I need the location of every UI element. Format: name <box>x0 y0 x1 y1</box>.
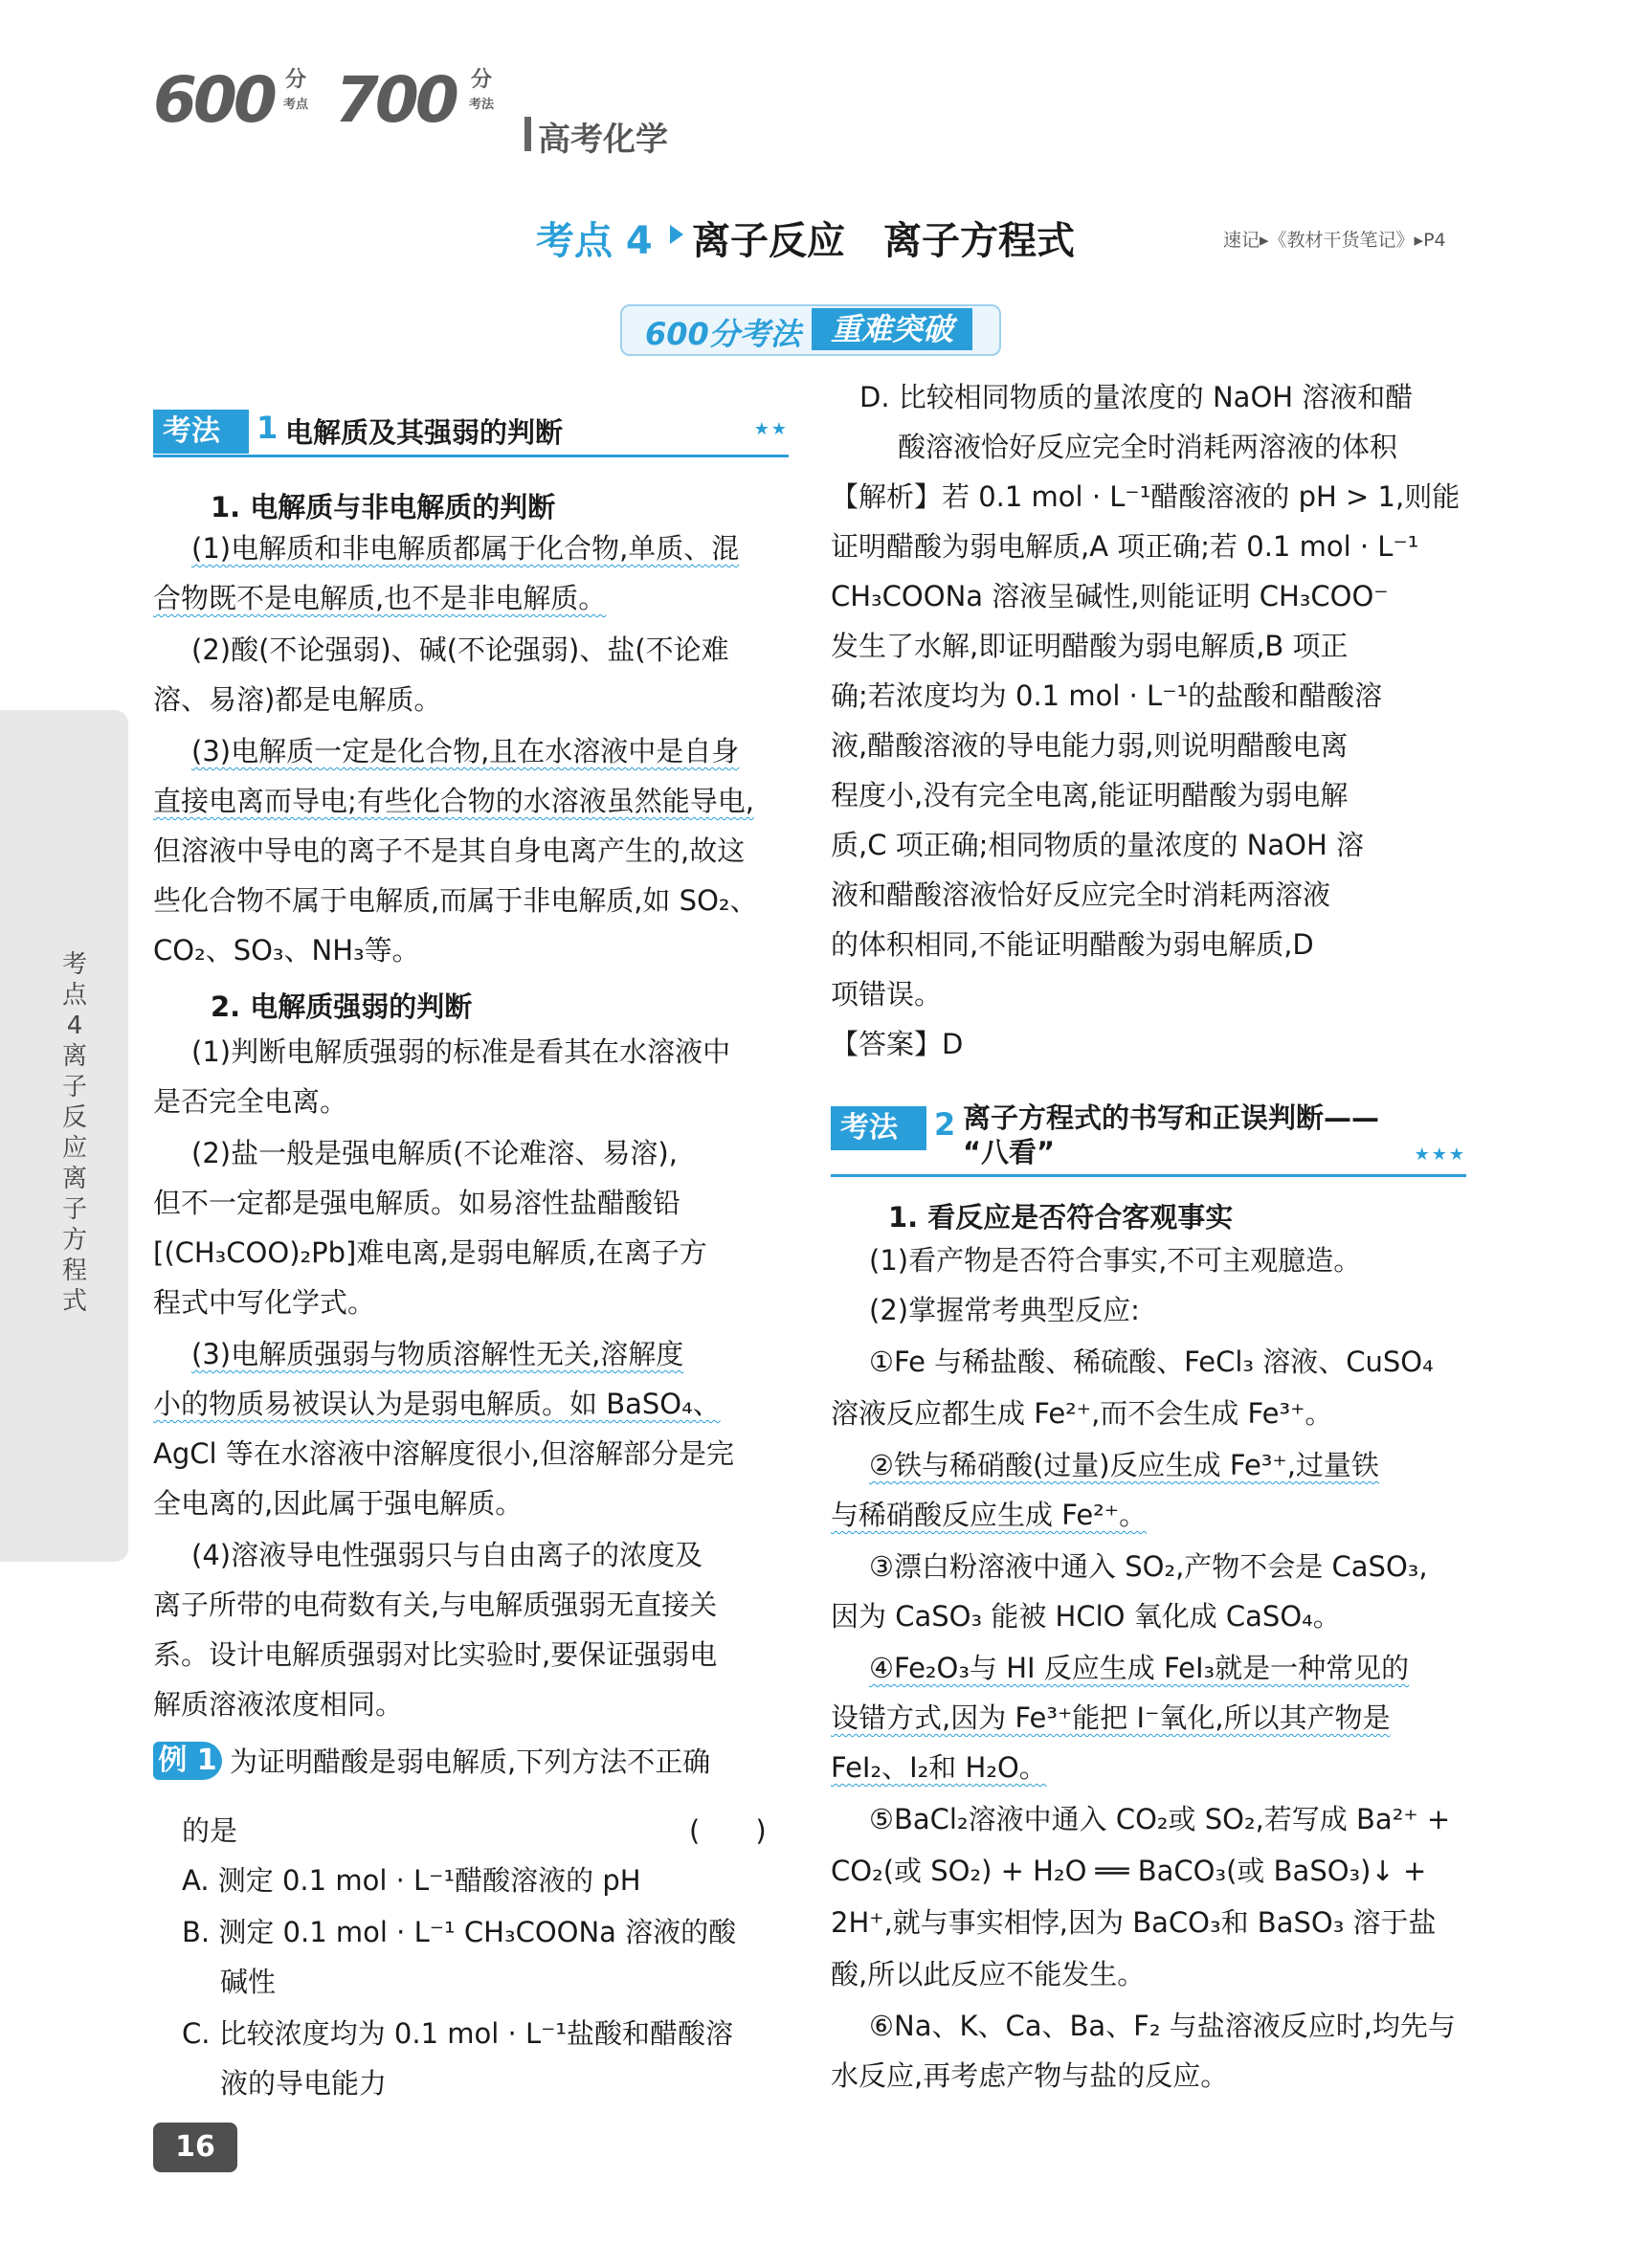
text-line: (1)判断电解质强弱的标准是看其在水溶液中 <box>191 1035 731 1068</box>
section-banner <box>620 304 1001 356</box>
answer-line: 【答案】D <box>831 1028 964 1060</box>
banner-left: 600分考法 <box>645 316 801 352</box>
example-question: 为证明醋酸是弱电解质,下列方法不正确 <box>230 1745 711 1778</box>
text-line: 水反应,再考虑产物与盐的反应。 <box>831 2059 1229 2092</box>
text-line: (3)电解质强弱与物质溶解性无关,溶解度 <box>191 1338 684 1370</box>
subject-divider <box>524 117 531 151</box>
analysis-line: 项错误。 <box>831 978 943 1011</box>
text-line: (4)溶液导电性强弱只与自由离子的浓度及 <box>191 1539 703 1571</box>
text-line: 设错方式,因为 Fe³⁺能把 I⁻氧化,所以其产物是 <box>831 1701 1391 1734</box>
brand-fen-1: 分 <box>285 68 307 92</box>
text-line: ⑥Na、K、Ca、Ba、F₂ 与盐溶液反应时,均先与 <box>869 2010 1456 2042</box>
example-question-end: 的是 <box>182 1814 238 1847</box>
example-badge: 例 1 <box>153 1742 222 1780</box>
section-2-title-2: “八看” <box>963 1136 1056 1168</box>
reference-note: 速记▸《教材干货笔记》▸P4 <box>1223 230 1446 251</box>
page-number: 16 <box>153 2123 237 2172</box>
analysis-line: 发生了水解,即证明醋酸为弱电解质,B 项正 <box>831 630 1349 662</box>
text-line: 些化合物不属于电解质,而属于非电解质,如 SO₂、 <box>153 884 758 917</box>
analysis-line: 液和醋酸溶液恰好反应完全时消耗两溶液 <box>831 878 1331 911</box>
section-2-label: 考法 <box>831 1106 926 1150</box>
option-a: A. 测定 0.1 mol · L⁻¹醋酸溶液的 pH <box>182 1864 641 1897</box>
analysis-line: 程度小,没有完全电离,能证明醋酸为弱电解 <box>831 779 1349 812</box>
text-line: 溶液反应都生成 Fe²⁺,而不会生成 Fe³⁺。 <box>831 1397 1333 1430</box>
side-tab <box>0 710 128 1562</box>
analysis-line: 质,C 项正确;相同物质的量浓度的 NaOH 溶 <box>831 829 1364 861</box>
text-line: 小的物质易被误认为是弱电解质。如 BaSO₄、 <box>153 1388 721 1420</box>
option-c-cont: 液的导电能力 <box>220 2067 388 2100</box>
triangle-arrow-icon <box>670 225 683 244</box>
text-line: 是否完全电离。 <box>153 1085 348 1118</box>
brand-kaofa: 考法 <box>469 98 495 112</box>
text-line: 与稀硝酸反应生成 Fe²⁺。 <box>831 1499 1148 1531</box>
difficulty-stars: ★★★ <box>1414 1145 1466 1165</box>
text-line: 因为 CaSO₃ 能被 HClO 氧化成 CaSO₄。 <box>831 1600 1341 1633</box>
text-line: (1)电解质和非电解质都属于化合物,单质、混 <box>191 532 740 565</box>
brand-600: 600 <box>153 63 274 137</box>
text-line: 酸,所以此反应不能发生。 <box>831 1958 1146 1990</box>
brand-fen-2: 分 <box>471 68 493 92</box>
text-line: (1)看产物是否符合事实,不可主观臆造。 <box>869 1244 1362 1277</box>
topic-label: 考点 4 <box>536 219 653 263</box>
text-line: ⑤BaCl₂溶液中通入 CO₂或 SO₂,若写成 Ba²⁺ + <box>869 1803 1451 1835</box>
section-2-title-1: 离子方程式的书写和正误判断—— <box>963 1101 1380 1134</box>
option-b: B. 测定 0.1 mol · L⁻¹ CH₃COONa 溶液的酸 <box>182 1916 737 1948</box>
text-line: ③漂白粉溶液中通入 SO₂,产物不会是 CaSO₃, <box>869 1550 1428 1583</box>
subheading: 1. 电解质与非电解质的判断 <box>211 491 556 523</box>
option-d: D. 比较相同物质的量浓度的 NaOH 溶液和醋 <box>859 381 1414 413</box>
text-line: (2)掌握常考典型反应: <box>869 1294 1140 1326</box>
option-c: C. 比较浓度均为 0.1 mol · L⁻¹盐酸和醋酸溶 <box>182 2017 734 2050</box>
text-line: FeI₂、I₂和 H₂O。 <box>831 1751 1047 1784</box>
section-1-label: 考法 <box>153 410 249 454</box>
text-line: AgCl 等在水溶液中溶解度很小,但溶解部分是完 <box>153 1437 734 1470</box>
difficulty-stars: ★★ <box>753 419 789 439</box>
subject-title: 高考化学 <box>538 121 668 159</box>
text-line: 但溶液中导电的离子不是其自身电离产生的,故这 <box>153 834 746 867</box>
text-line: (2)盐一般是强电解质(不论难溶、易溶), <box>191 1137 678 1169</box>
section-1-num: 1 <box>256 410 279 446</box>
topic-title: 离子反应 离子方程式 <box>692 219 1075 263</box>
text-line: CO₂、SO₃、NH₃等。 <box>153 934 420 967</box>
answer-blank: ( ) <box>689 1814 767 1847</box>
side-tab-label: 考点4 离子反应 离子方程式 <box>61 950 113 1316</box>
text-line: 解质溶液浓度相同。 <box>153 1688 404 1721</box>
analysis-line: 【解析】若 0.1 mol · L⁻¹醋酸溶液的 pH > 1,则能 <box>831 480 1461 513</box>
option-b-cont: 碱性 <box>220 1966 277 1998</box>
text-line: ②铁与稀硝酸(过量)反应生成 Fe³⁺,过量铁 <box>869 1449 1379 1481</box>
banner-right: 重难突破 <box>812 308 972 350</box>
text-line: 合物既不是电解质,也不是非电解质。 <box>153 582 607 614</box>
text-line: 程式中写化学式。 <box>153 1286 376 1319</box>
text-line: 直接电离而导电;有些化合物的水溶液虽然能导电, <box>153 785 754 817</box>
text-line: ①Fe 与稀盐酸、稀硫酸、FeCl₃ 溶液、CuSO₄ <box>869 1345 1434 1378</box>
text-line: ④Fe₂O₃与 HI 反应生成 FeI₃就是一种常见的 <box>869 1652 1410 1684</box>
analysis-line: 证明醋酸为弱电解质,A 项正确;若 0.1 mol · L⁻¹ <box>831 530 1419 563</box>
text-line: 溶、易溶)都是电解质。 <box>153 683 442 716</box>
text-line: (3)电解质一定是化合物,且在水溶液中是自身 <box>191 735 740 767</box>
text-line: 全电离的,因此属于强电解质。 <box>153 1487 524 1520</box>
subheading: 1. 看反应是否符合客观事实 <box>888 1201 1234 1234</box>
option-d-cont: 酸溶液恰好反应完全时消耗两溶液的体积 <box>898 431 1398 463</box>
text-line: [(CH₃COO)₂Pb]难电离,是弱电解质,在离子方 <box>153 1236 707 1269</box>
analysis-line: 液,醋酸溶液的导电能力弱,则说明醋酸电离 <box>831 729 1349 762</box>
text-line: CO₂(或 SO₂) + H₂O ══ BaCO₃(或 BaSO₃)↓ + <box>831 1855 1427 1887</box>
section-1-title: 电解质及其强弱的判断 <box>285 416 564 449</box>
brand-kaodian: 考点 <box>283 98 309 112</box>
text-line: 但不一定都是强电解质。如易溶性盐醋酸铅 <box>153 1187 681 1219</box>
text-line: 系。设计电解质强弱对比实验时,要保证强弱电 <box>153 1638 718 1671</box>
section-2-num: 2 <box>934 1106 956 1143</box>
text-line: 2H⁺,就与事实相悖,因为 BaCO₃和 BaSO₃ 溶于盐 <box>831 1906 1437 1939</box>
text-line: (2)酸(不论强弱)、碱(不论强弱)、盐(不论难 <box>191 634 729 666</box>
analysis-line: CH₃COONa 溶液呈碱性,则能证明 CH₃COO⁻ <box>831 580 1389 612</box>
brand-700: 700 <box>335 63 456 137</box>
section-1-header <box>153 410 789 457</box>
analysis-line: 的体积相同,不能证明醋酸为弱电解质,D <box>831 928 1314 961</box>
section-2-header <box>831 1097 1466 1177</box>
text-line: 离子所带的电荷数有关,与电解质强弱无直接关 <box>153 1589 718 1621</box>
analysis-line: 确;若浓度均为 0.1 mol · L⁻¹的盐酸和醋酸溶 <box>831 679 1383 712</box>
subheading: 2. 电解质强弱的判断 <box>211 990 473 1023</box>
